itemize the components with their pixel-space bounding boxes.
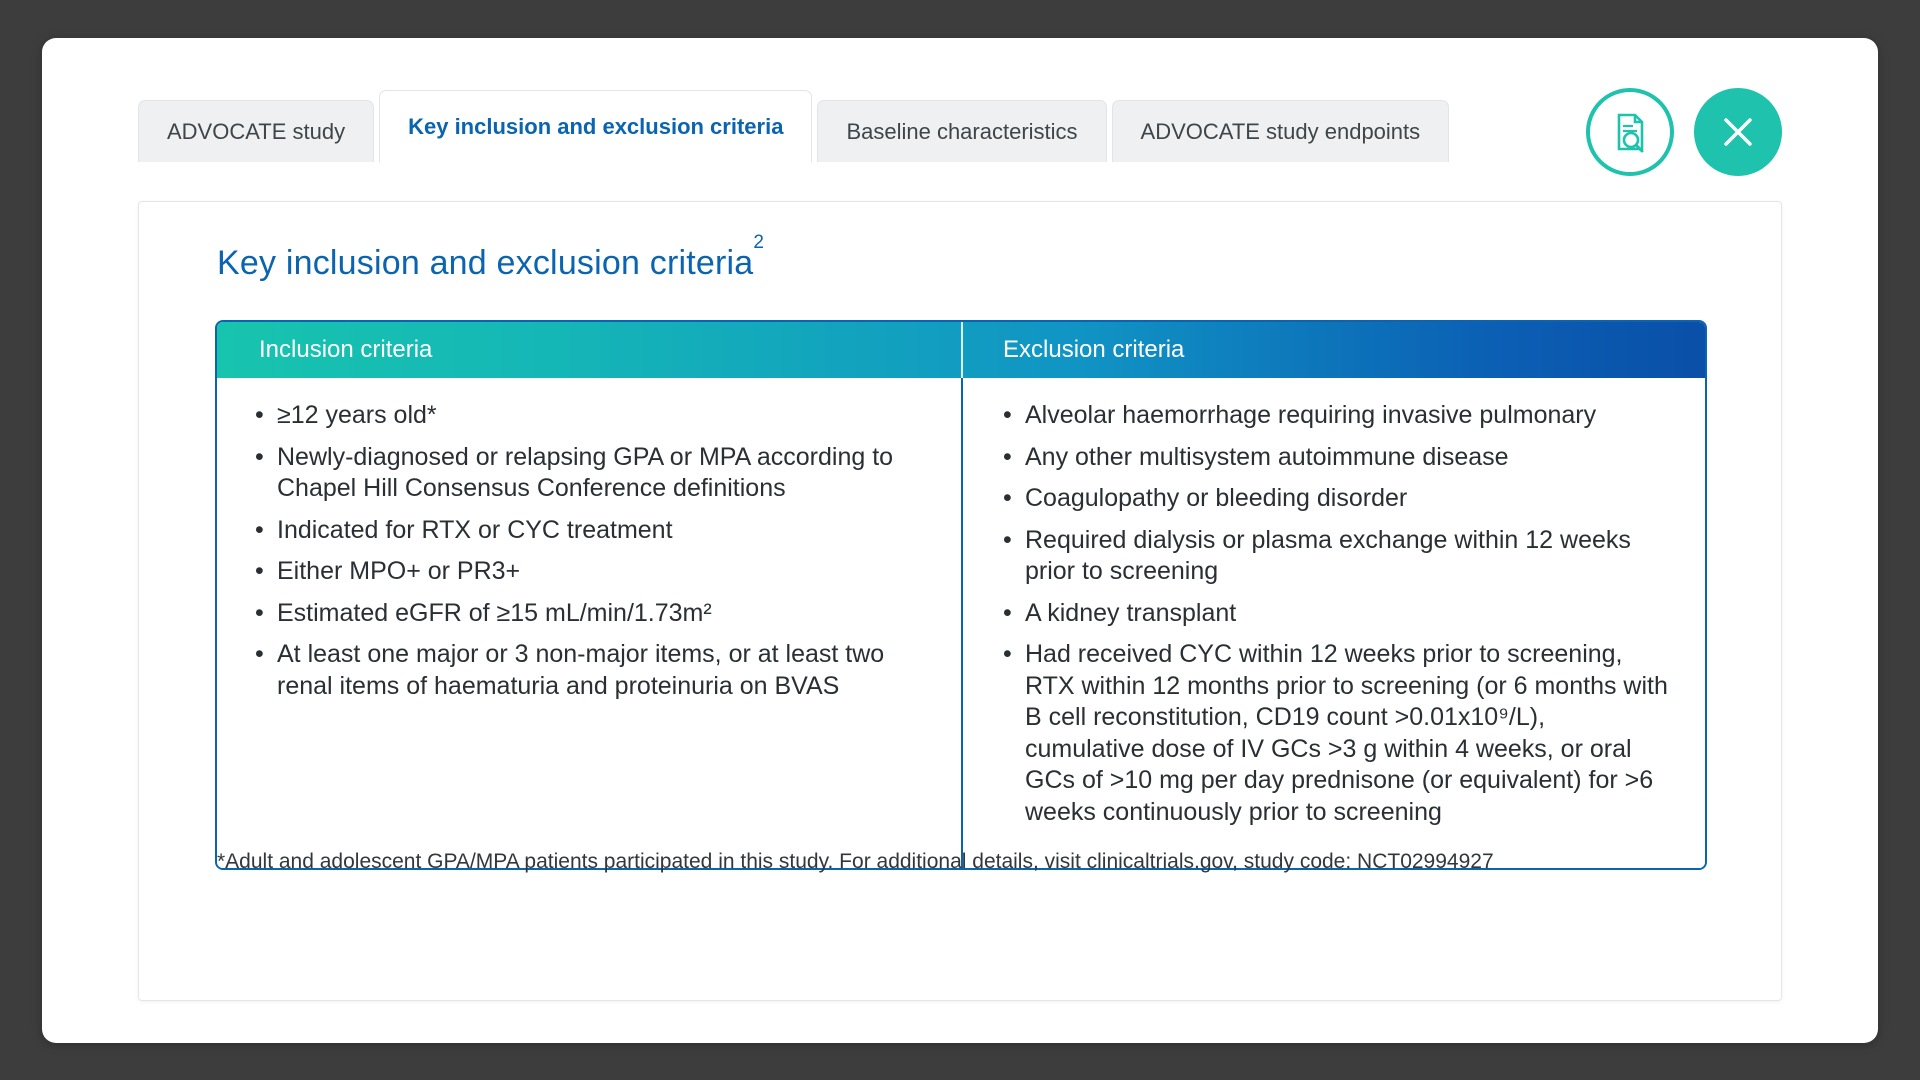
list-item: • Newly-diagnosed or relapsing GPA or MPA according to Chapel Hill Consensus Conference definitions [251,442,927,505]
tab-baseline-characteristics[interactable] [817,100,1106,162]
page-title [217,231,765,283]
inclusion-criteria-list [251,400,927,702]
criteria-table-header [217,322,1705,378]
criteria-table [215,320,1707,870]
content-card [42,38,1878,1043]
tab-label: ADVOCATE study endpoints [1140,118,1421,144]
slide-panel [138,201,1782,1001]
list-item: • Had received CYC within 12 weeks prior to screening, RTX within 12 months prior to screening (or 6 months with B cell reconstitution, CD19 count >0.01x10⁹/L), cumulative dose of IV GCs >3 g within 4 weeks, or oral GCs of >10 mg per day prednisone (or equivalent) for >6 weeks continuously prior to screening [999,639,1671,828]
list-item: • Any other multisystem autoimmune disease [999,442,1671,474]
column-header-exclusion: Exclusion criteria [961,322,1705,378]
list-item: • A kidney transplant [999,598,1671,630]
list-item: • Coagulopathy or bleeding disorder [999,483,1671,515]
tab-key-inclusion-and-exclusion-criteria[interactable] [379,90,812,162]
footnote: *Adult and adolescent GPA/MPA patients participated in this study. For additional details, visit clinicaltrials.gov, study code: NCT02994927 [217,850,1494,873]
close-icon [1716,110,1760,154]
page-title-text: Key inclusion and exclusion criteria [217,244,754,282]
tab-advocate-study-endpoints[interactable] [1112,100,1450,162]
tab-bar [138,90,1454,162]
inclusion-column [217,378,961,868]
criteria-table-body [217,378,1705,868]
document-search-button[interactable] [1586,88,1674,176]
close-button[interactable] [1694,88,1782,176]
list-item: • ≥12 years old* [251,400,927,432]
tab-label: Baseline characteristics [846,118,1078,144]
tab-label: Key inclusion and exclusion criteria [408,113,784,139]
list-item: • Required dialysis or plasma exchange within 12 weeks prior to screening [999,525,1671,588]
list-item: • Estimated eGFR of ≥15 mL/min/1.73m² [251,598,927,630]
tab-label: ADVOCATE study [167,118,346,144]
list-item: • Either MPO+ or PR3+ [251,556,927,588]
exclusion-criteria-list [999,400,1671,828]
list-item: • Alveolar haemorrhage requiring invasive pulmonary [999,400,1671,432]
document-search-icon [1607,109,1653,155]
page-title-superscript: 2 [753,231,765,253]
exclusion-column [961,378,1705,868]
list-item: • At least one major or 3 non-major items, or at least two renal items of haematuria and proteinuria on BVAS [251,639,927,702]
tab-advocate-study[interactable] [138,100,374,162]
list-item: • Indicated for RTX or CYC treatment [251,515,927,547]
toolbar-buttons [1586,88,1782,176]
column-header-inclusion: Inclusion criteria [259,336,433,363]
